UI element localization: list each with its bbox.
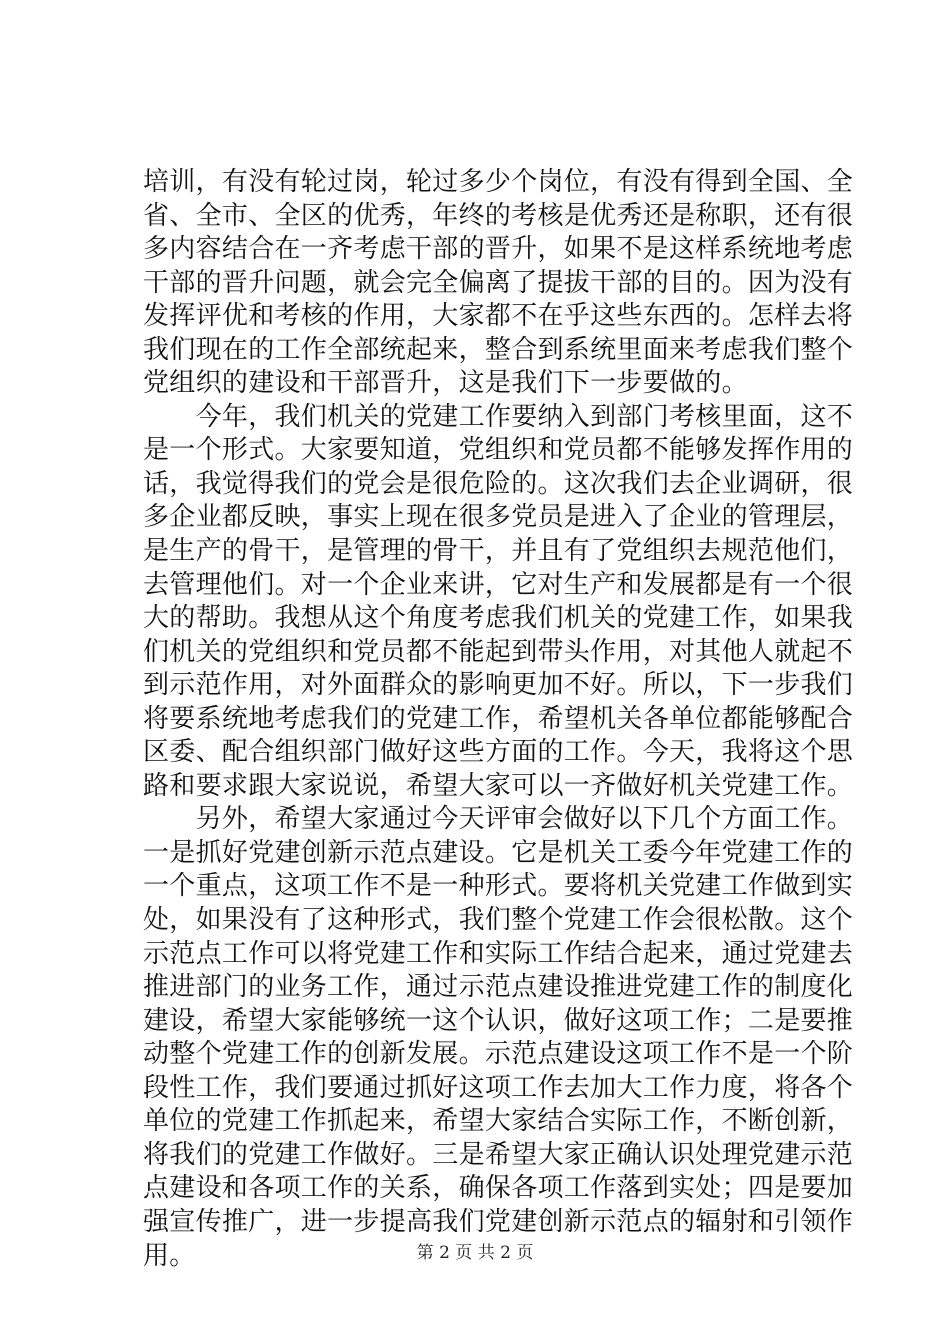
text-line: 到示范作用，对外面群众的影响更加不好。所以，下一步我们 xyxy=(143,670,854,701)
text-line: 路和要求跟大家说说，希望大家可以一齐做好机关党建工作。 xyxy=(143,770,854,801)
text-line: 段性工作，我们要通过抓好这项工作去加大工作力度，将各个 xyxy=(143,1072,854,1103)
page-footer: 第 2 页 共 2 页 xyxy=(416,1243,534,1263)
text-line: 一个重点，这项工作不是一种形式。要将机关党建工作做到实 xyxy=(143,871,854,902)
text-line: 去管理他们。对一个企业来讲，它对生产和发展都是有一个很 xyxy=(143,569,854,600)
text-line: 点建设和各项工作的关系，确保各项工作落到实处；四是要加 xyxy=(143,1173,854,1204)
text-line: 将我们的党建工作做好。三是希望大家正确认识处理党建示范 xyxy=(143,1139,854,1170)
text-line: 用。 xyxy=(143,1240,196,1271)
text-line: 省、全市、全区的优秀，年终的考核是优秀还是称职，还有很 xyxy=(143,200,854,231)
text-line: 多内容结合在一齐考虑干部的晋升，如果不是这样系统地考虑 xyxy=(143,234,854,265)
text-line: 动整个党建工作的创新发展。示范点建设这项工作不是一个阶 xyxy=(143,1039,854,1070)
text-line: 大的帮助。我想从这个角度考虑我们机关的党建工作，如果我 xyxy=(143,603,854,634)
text-line: 我们现在的工作全部统起来，整合到系统里面来考虑我们整个 xyxy=(143,334,854,365)
document-body xyxy=(143,166,854,1273)
text-line: 推进部门的业务工作，通过示范点建设推进党建工作的制度化 xyxy=(143,972,854,1003)
text-line: 是一个形式。大家要知道，党组织和党员都不能够发挥作用的 xyxy=(143,435,854,466)
text-line: 单位的党建工作抓起来，希望大家结合实际工作，不断创新， xyxy=(143,1106,854,1137)
text-line: 建设，希望大家能够统一这个认识，做好这项工作；二是要推 xyxy=(143,1005,854,1036)
text-line: 另外，希望大家通过今天评审会做好以下几个方面工作。 xyxy=(143,804,854,835)
text-line: 干部的晋升问题，就会完全偏离了提拔干部的目的。因为没有 xyxy=(143,267,854,298)
text-line: 话，我觉得我们的党会是很危险的。这次我们去企业调研，很 xyxy=(143,468,854,499)
text-line: 发挥评优和考核的作用，大家都不在乎这些东西的。怎样去将 xyxy=(143,301,854,332)
text-line: 示范点工作可以将党建工作和实际工作结合起来，通过党建去 xyxy=(143,938,854,969)
text-line: 区委、配合组织部门做好这些方面的工作。今天，我将这个思 xyxy=(143,737,854,768)
text-line: 党组织的建设和干部晋升，这是我们下一步要做的。 xyxy=(143,368,748,399)
text-line: 是生产的骨干，是管理的骨干，并且有了党组织去规范他们， xyxy=(143,536,854,567)
text-line: 多企业都反映，事实上现在很多党员是进入了企业的管理层， xyxy=(143,502,854,533)
text-line: 们机关的党组织和党员都不能起到带头作用，对其他人就起不 xyxy=(143,636,854,667)
text-line: 处，如果没有了这种形式，我们整个党建工作会很松散。这个 xyxy=(143,905,854,936)
text-line: 培训，有没有轮过岗，轮过多少个岗位，有没有得到全国、全 xyxy=(143,167,854,197)
text-line: 强宣传推广，进一步提高我们党建创新示范点的辐射和引领作 xyxy=(143,1206,854,1237)
text-line: 将要系统地考虑我们的党建工作，希望机关各单位都能够配合 xyxy=(143,703,854,734)
text-line: 一是抓好党建创新示范点建设。它是机关工委今年党建工作的 xyxy=(143,837,854,868)
text-line: 今年，我们机关的党建工作要纳入到部门考核里面，这不 xyxy=(143,401,854,432)
